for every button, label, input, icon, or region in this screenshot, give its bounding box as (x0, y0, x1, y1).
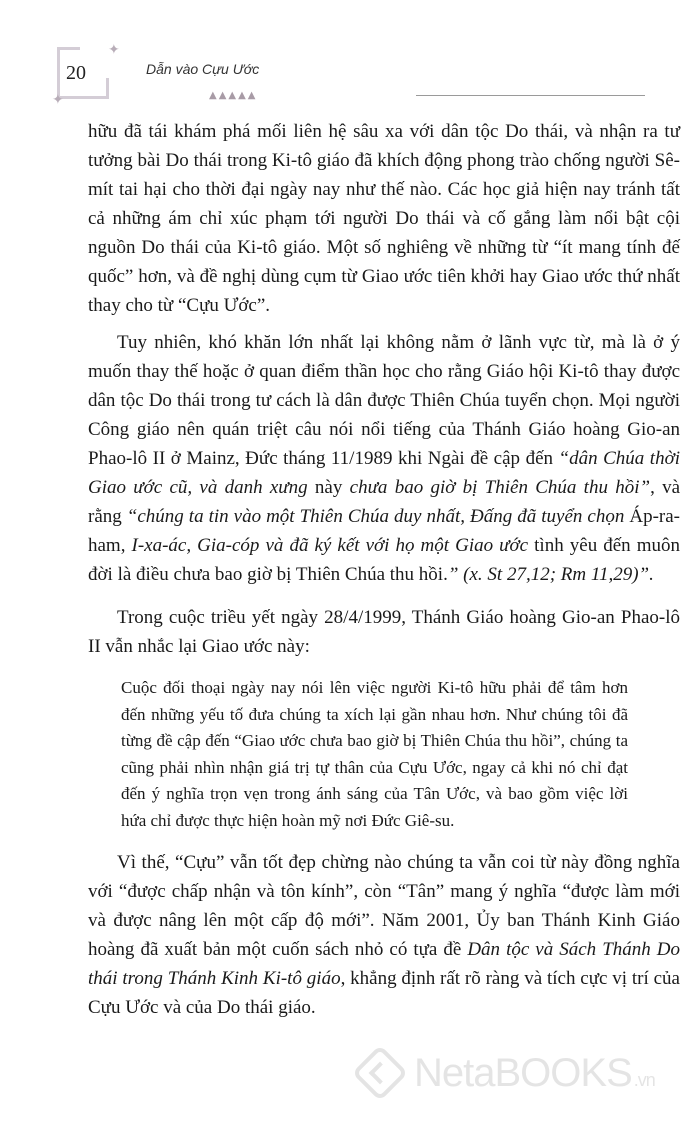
paragraph-2 (88, 328, 680, 589)
text-run: Vì thế, “Cựu” vẫn tốt đẹp chừng nào chúng ta vẫn coi từ này đồng nghĩa với “được chấp nhận và tôn kính”, còn “Tân” mang ý nghĩa “được làm mới và được nâng lên một cấp độ mới”. Năm 2001, Ủy ban Thánh Kinh Giáo hoàng đã xuất bản một cuốn sách nhỏ có tựa đề (88, 852, 680, 960)
paragraph-3-text: Trong cuộc triều yết ngày 28/4/1999, Thánh Giáo hoàng Gio-an Phao-lô II vẫn nhắc lại Giao ước này: (88, 607, 680, 657)
watermark-suffix: .vn (633, 1069, 655, 1090)
italic-run: “dân Chúa thời Giao ước cũ, và danh xưng (88, 448, 681, 498)
page-body (88, 117, 680, 1022)
sparkle-icon: ✦ (108, 42, 120, 58)
header-rule (416, 95, 645, 96)
text-run: , khẳng định rất rõ ràng và tích cực vị trí của Cựu Ước và của Do thái giáo. (88, 968, 680, 1018)
ornament-stars: ▲▲▲▲▲ (209, 90, 258, 101)
watermark (360, 1048, 655, 1098)
sparkle-icon: ✦ (52, 92, 64, 108)
paragraph-3 (88, 603, 680, 661)
italic-run: ” (x. St 27,12; Rm 11,29)”. (447, 564, 654, 585)
italic-run: Dân tộc và Sách Thánh Do thái trong Thánh Kinh Ki-tô giáo (88, 939, 680, 989)
paragraph-4 (88, 848, 680, 1022)
text-run: Tuy nhiên, khó khăn lớn nhất lại không nằm ở lãnh vực từ, mà là ở ý muốn thay thế hoặc ở quan điểm thần học cho rằng Giáo hội Ki-tô thay được dân tộc Do thái trong tư cách là dân được Thiên Chúa tuyển chọn. Mọi người Công giáo nên quán triệt câu nói nổi tiếng của Thánh Giáo hoàng Gio-an Phao-lô II ở Mainz, Đức tháng 11/1989 khi Ngài đề cập đến (88, 332, 680, 469)
text-run: Áp-ra-ham, (88, 506, 681, 556)
italic-run: chưa bao giờ bị Thiên Chúa thu hồi” (349, 477, 651, 498)
text-run: này (307, 477, 350, 498)
page-number: 20 (66, 62, 86, 84)
text-run: tình yêu đến muôn đời là điều chưa bao giờ bị Thiên Chúa thu hồi. (88, 535, 681, 585)
netabooks-logo-icon (352, 1045, 409, 1102)
running-head: Dẫn vào Cựu Ước (146, 61, 260, 77)
block-quote (121, 675, 628, 834)
italic-run: I-xa-ác, Gia-cóp và đã ký kết với họ một Giao ước (131, 535, 529, 556)
block-quote-text: Cuộc đối thoại ngày nay nói lên việc người Ki-tô hữu phải để tâm hơn đến những yếu tố đưa chúng ta xích lại gần nhau hơn. Như chúng tôi đã từng đề cập đến “Giao ước chưa bao giờ bị Thiên Chúa thu hồi”, chúng ta cũng phải nhìn nhận giá trị tự thân của Cựu Ước, ngay cả khi nó chỉ đạt đến ý nghĩa trọn vẹn trong ánh sáng của Tân Ước, và bao gồm việc lời hứa chỉ được thực hiện hoàn mỹ nơi Đức Giê-su. (121, 678, 628, 830)
text-run: , và rằng (88, 477, 681, 527)
watermark-brand: NetaBOOKS (414, 1050, 632, 1095)
paragraph-1-text: hữu đã tái khám phá mối liên hệ sâu xa với dân tộc Do thái, và nhận ra tư tưởng bài Do thái trong Ki-tô giáo đã khích động phong trào chống người Sê-mít tai hại cho thời đại ngày nay như thế nào. Các học giả hiện nay tránh tất cả những ám chỉ xúc phạm tới người Do thái và cố gắng làm nổi bật cội nguồn Do thái của Ki-tô giáo. Một số nghiêng về những từ “ít mang tính đế quốc” hơn, và đề nghị dùng cụm từ Giao ước tiên khởi hay Giao ước thứ nhất thay cho từ “Cựu Ước”. (88, 121, 680, 316)
italic-run: “chúng ta tin vào một Thiên Chúa duy nhất, Đấng đã tuyển chọn (126, 506, 625, 527)
paragraph-1 (88, 117, 680, 320)
